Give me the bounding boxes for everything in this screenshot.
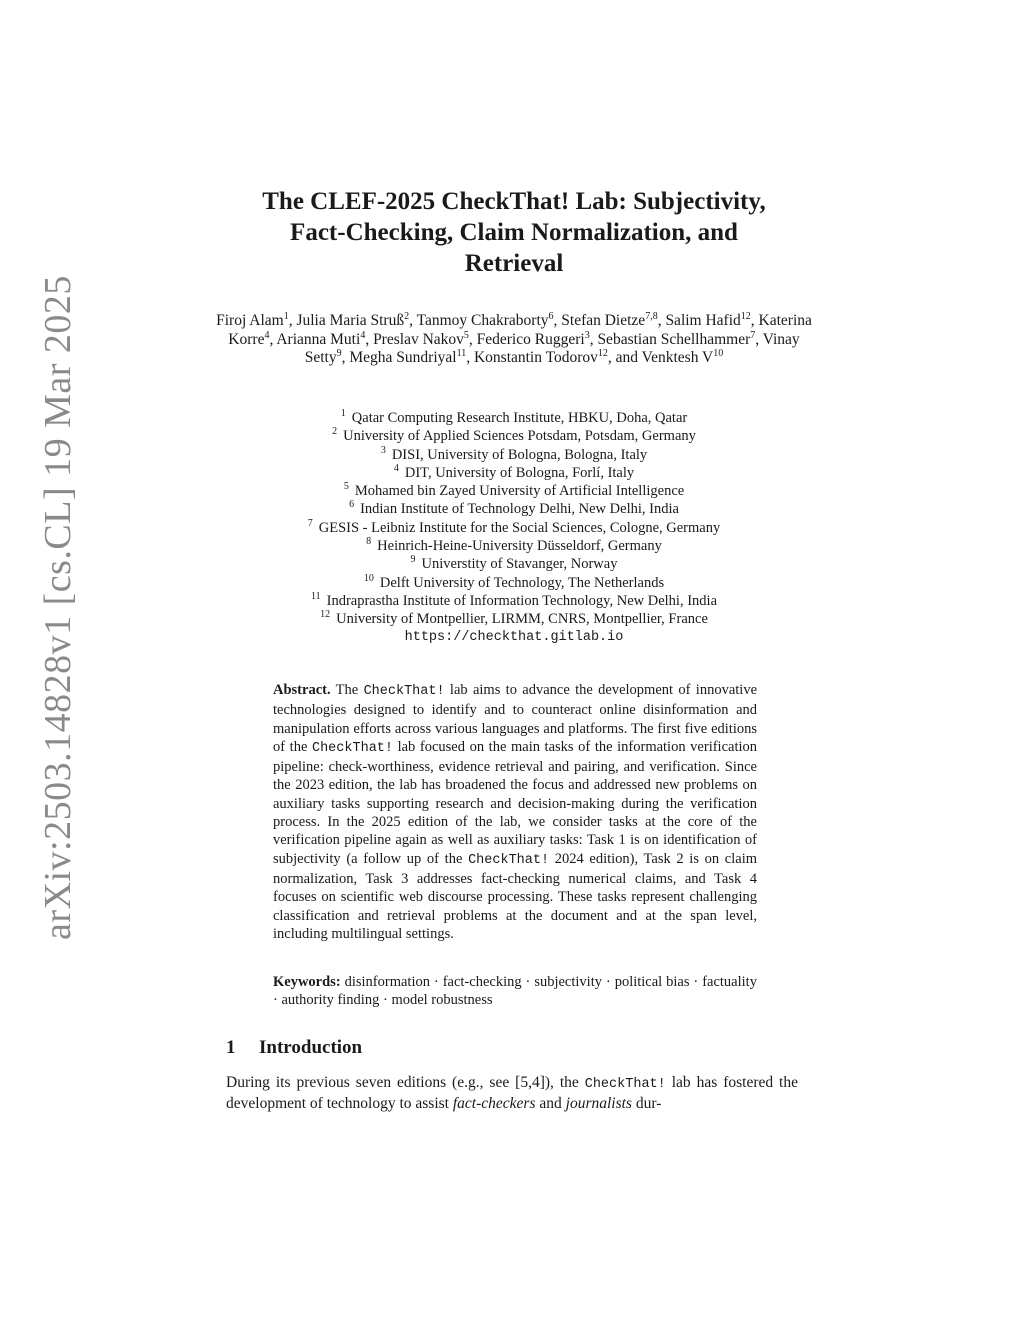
affiliation-number: 2 xyxy=(332,426,338,438)
affiliation-text: GESIS - Leibniz Institute for the Social Sciences, Cologne, Germany xyxy=(318,519,721,536)
title-line: Fact-Checking, Claim Normalization, and xyxy=(290,219,738,246)
author-affiliation-mark: 4 xyxy=(360,329,366,341)
author-list: Firoj Alam$^1$, Julia Maria Struß$^2$, Tanmoy Chakraborty$^6$, Stefan Dietze$^{7,8}$, Salim Hafid$^{12}$, Katerina Korre$^4$, Arianna Muti$^4$, Preslav Nakov$^5$, Federico Ruggeri$^3$, Sebastian Schellhammer$^7$, Vinay Setty$^9$, Megha Sundriyal$^{11}$, Konstantin Todorov$^{12}$, and Venktesh $V^{10}$ xyxy=(216,311,812,367)
author-name: Sebastian Schellhammer xyxy=(597,330,751,348)
abstract xyxy=(273,681,757,943)
author-name: Preslav Nakov xyxy=(373,330,464,348)
affiliation-list xyxy=(214,409,814,647)
author-name: Salim Hafid xyxy=(665,312,741,329)
affiliation-line xyxy=(214,427,814,445)
affiliation-line xyxy=(214,500,814,518)
keywords-label: Keywords: xyxy=(273,974,341,990)
section-title: Introduction xyxy=(259,1037,363,1058)
author-name: Stefan Dietze xyxy=(561,312,646,329)
affiliation-line xyxy=(214,537,814,555)
text-run: The xyxy=(335,682,364,698)
author-affiliation-mark: 6 xyxy=(548,311,554,322)
affiliation-line xyxy=(214,482,814,500)
author-affiliation-mark: 7 xyxy=(750,329,756,341)
keyword: model robustness xyxy=(391,992,493,1009)
author-name: Tanmoy Chakraborty xyxy=(416,312,549,329)
affiliation-text: Mohamed bin Zayed University of Artificial Intelligence xyxy=(354,483,685,500)
text-run: lab has fostered the development of technology to assist xyxy=(226,1074,798,1112)
emphasis: journalists xyxy=(565,1095,632,1112)
section-number: 1 xyxy=(226,1037,236,1058)
author-affiliation-mark: 12 xyxy=(597,348,608,360)
title-line: Retrieval xyxy=(464,250,564,277)
author-affiliation-mark: 4 xyxy=(264,329,270,341)
text-run: and xyxy=(535,1095,566,1112)
affiliation-line xyxy=(214,409,814,427)
paper-title xyxy=(214,186,814,279)
affiliation-line xyxy=(214,519,814,537)
text-run: During its previous seven editions (e.g., see [5,4]), the xyxy=(226,1074,585,1091)
lab-name: CheckThat! xyxy=(363,684,445,699)
text-run: lab focused on the main tasks of the information verification pipeline: check-worthiness, evidence retrieval and pairing, and verification. Since the 2023 edition, the lab has broadened the focus and addressed new problems on auxiliary tasks supporting research and decision-making during the verification process. In the 2025 edition of the lab, we consider tasks at the core of the verification pipeline again as well as auxiliary tasks: Task 1 is on identification of subjectivity (a follow up of the xyxy=(273,738,758,867)
author-name: Firoj Alam xyxy=(216,312,284,329)
author-name: Arianna Muti xyxy=(276,330,361,348)
affiliation-line xyxy=(214,610,814,628)
affiliation-line xyxy=(214,464,814,482)
keyword: subjectivity xyxy=(534,974,602,990)
author-affiliation-mark: 9 xyxy=(336,348,342,360)
author-name: Federico Ruggeri xyxy=(476,330,585,348)
affiliation-number: 12 xyxy=(320,609,331,621)
affiliation-number: 6 xyxy=(349,499,355,511)
affiliation-line xyxy=(214,574,814,592)
affiliation-text: University of Montpellier, LIRMM, CNRS, Montpellier, France xyxy=(336,611,708,628)
author-affiliation-mark: 3 xyxy=(584,329,590,341)
author-affiliation-mark: 11 xyxy=(456,348,467,360)
affiliation-text: DISI, University of Bologna, Bologna, Italy xyxy=(391,446,648,463)
text-run: dur- xyxy=(631,1095,662,1112)
author-name: Vinay Setty xyxy=(304,330,800,367)
abstract-label: Abstract. xyxy=(273,682,331,698)
title-line: The CLEF-2025 CheckThat! Lab: Subjectivity, xyxy=(262,188,766,215)
affiliation-text: Indian Institute of Technology Delhi, New Delhi, India xyxy=(360,501,679,518)
text-run: 2024 edition), Task 2 is on claim normalization, Task 3 addresses fact-checking numerical claims, and Task 4 focuses on scientific web discourse processing. These tasks represent challenging classification and retrieval problems at the document and at the span level, including multilingual settings. xyxy=(273,850,757,942)
arxiv-identifier-stamp: arXiv:2503.14828v1 [cs.CL] 19 Mar 2025 xyxy=(37,275,79,940)
affiliation-text: Heinrich-Heine-University Düsseldorf, Germany xyxy=(377,538,662,555)
author-affiliation-mark: 5 xyxy=(463,329,469,341)
author-affiliation-mark: 2 xyxy=(404,311,410,322)
affiliation-number: 10 xyxy=(363,572,374,584)
affiliation-text: Delft University of Technology, The Netherlands xyxy=(379,574,665,591)
affiliation-number: 8 xyxy=(366,536,372,548)
author-affiliation-mark: 7,8 xyxy=(645,311,658,322)
keywords: Keywords: disinformation · fact-checking · subjectivity · political bias · factuality · authority finding · model robustness xyxy=(273,974,757,1009)
text-run: lab aims to advance the development of innovative technologies designed to identify and to counteract online disinformation and manipulation efforts across various languages and platforms. The first five editions of the xyxy=(273,682,758,755)
affiliation-text: Universtity of Stavanger, Norway xyxy=(421,556,618,573)
affiliation-line xyxy=(214,446,814,464)
introduction-paragraph xyxy=(226,1073,798,1113)
lab-url: https://checkthat.gitlab.io xyxy=(404,629,624,645)
author-name: Megha Sundriyal xyxy=(349,349,457,367)
keyword: factuality xyxy=(702,974,757,990)
affiliation-number: 7 xyxy=(307,517,313,529)
author-affiliation-mark: 1 xyxy=(283,311,289,322)
affiliation-number: 1 xyxy=(340,408,346,419)
author-name: Katerina Korre xyxy=(228,312,812,348)
keyword: political bias xyxy=(614,974,690,990)
author-name: Venktesh V xyxy=(641,349,714,367)
section-heading xyxy=(226,1037,362,1059)
keyword: fact-checking xyxy=(442,974,522,990)
author-name: Konstantin Todorov xyxy=(473,349,598,367)
lab-name: CheckThat! xyxy=(468,852,550,868)
affiliation-text: Qatar Computing Research Institute, HBKU, Doha, Qatar xyxy=(351,410,688,426)
author-name: Julia Maria Struß xyxy=(296,312,405,329)
keyword: authority finding xyxy=(281,992,380,1009)
affiliation-line xyxy=(214,592,814,610)
affiliation-line xyxy=(214,555,814,573)
author-affiliation-mark: 10 xyxy=(713,348,724,360)
affiliation-text: DIT, University of Bologna, Forlí, Italy xyxy=(404,464,635,481)
affiliation-number: 3 xyxy=(380,444,386,456)
lab-name: CheckThat! xyxy=(584,1077,666,1092)
author-affiliation-mark: 12 xyxy=(740,311,751,322)
affiliation-text: University of Applied Sciences Potsdam, Potsdam, Germany xyxy=(343,428,696,445)
affiliation-number: 11 xyxy=(310,590,321,602)
affiliation-number: 9 xyxy=(410,554,416,566)
affiliation-number: 4 xyxy=(393,462,399,474)
lab-name: CheckThat! xyxy=(311,740,393,756)
affiliation-number: 5 xyxy=(343,481,349,493)
affiliation-text: Indraprastha Institute of Information Technology, New Delhi, India xyxy=(326,592,717,609)
keyword: disinformation xyxy=(344,974,430,990)
emphasis: fact-checkers xyxy=(452,1095,536,1112)
